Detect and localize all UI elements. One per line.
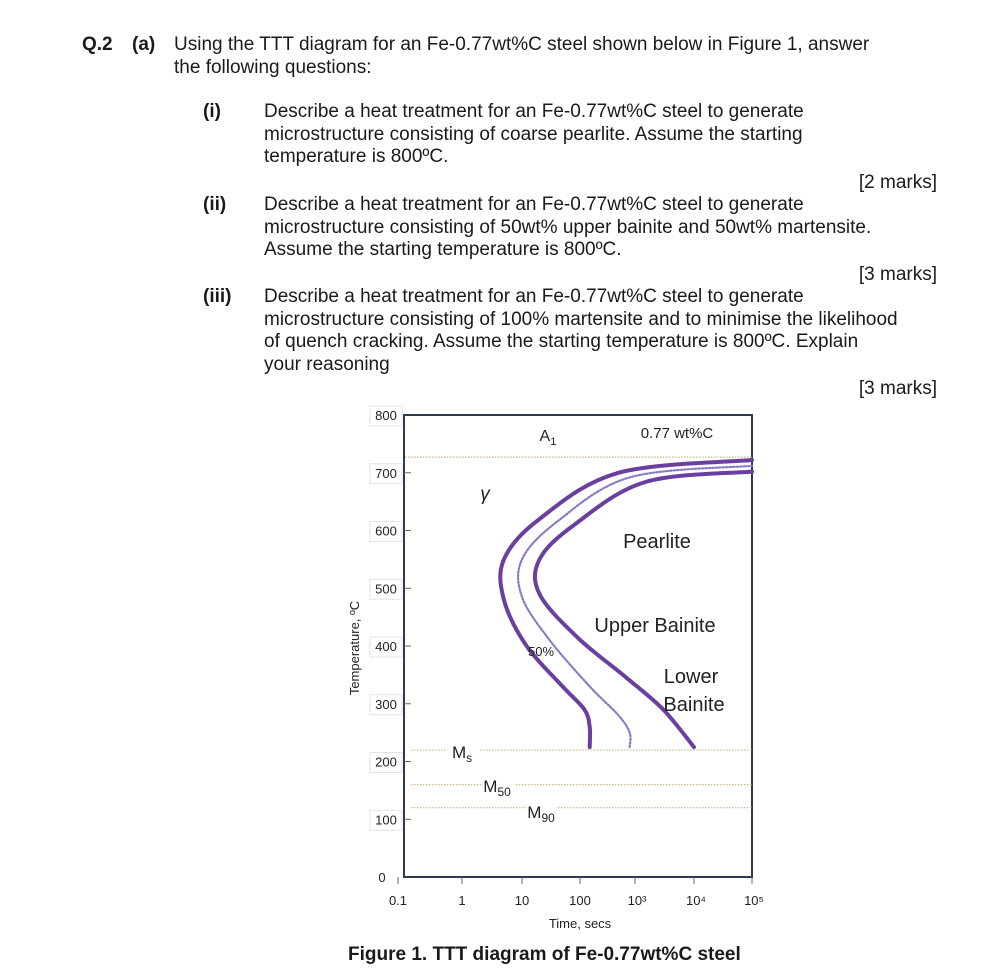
x-tick-label: 10³ xyxy=(627,893,647,908)
subquestion-line: of quench cracking. Assume the starting temperature is 800ºC. Explain xyxy=(264,331,859,352)
y-tick-label: 800 xyxy=(375,408,397,423)
marks-label: [3 marks] xyxy=(858,264,937,285)
subquestion-line: microstructure consisting of coarse pearlite. Assume the starting xyxy=(264,123,803,145)
region-bainite: Bainite xyxy=(663,694,725,716)
subquestion-line: microstructure consisting of 100% martensite and to minimise the likelihood xyxy=(264,308,898,330)
y-tick-label: 100 xyxy=(375,812,397,828)
y-tick-label: 500 xyxy=(375,581,397,597)
x-axis-label: Time, secs xyxy=(548,916,612,931)
subquestion-line: temperature is 800ºC. xyxy=(264,146,449,167)
y-tick-label: 400 xyxy=(375,639,397,654)
y-axis-label: Temperature, ºC xyxy=(347,600,362,696)
y-tick-label: 600 xyxy=(375,523,397,539)
region-lower: Lower xyxy=(663,666,719,688)
y-tick-label: 300 xyxy=(375,696,397,712)
region-pearlite: Pearlite xyxy=(623,531,691,553)
curve-marker-50-percent: 50% xyxy=(527,644,555,659)
question-part: (a) xyxy=(132,34,156,55)
x-tick-label: 10 xyxy=(514,893,530,908)
question-intro-line: the following questions: xyxy=(174,57,372,78)
subquestion-line: Describe a heat treatment for an Fe-0.77wt%C steel to generate xyxy=(264,101,804,122)
x-axis xyxy=(389,877,764,908)
marks-label: [2 marks] xyxy=(858,172,937,193)
subquestion-line: Describe a heat treatment for an Fe-0.77wt%C steel to generate xyxy=(264,194,804,215)
gamma-label: γ xyxy=(480,484,490,505)
x-tick-label: 0.1 xyxy=(388,893,408,908)
reference-label: $M_{50}$ xyxy=(483,777,511,799)
composition-label: 0.77 wt%C xyxy=(640,425,714,442)
reference-label: $A_1$ xyxy=(539,428,557,448)
subquestion-label: (i) xyxy=(203,101,221,122)
x-tick-label: 10⁴ xyxy=(685,893,707,908)
x-tick-label: 100 xyxy=(569,893,591,908)
x-tick-label: 10⁵ xyxy=(744,893,764,908)
question-intro-line: Using the TTT diagram for an Fe-0.77wt%C steel shown below in Figure 1, answer xyxy=(174,34,870,55)
reference-label: $M_s$ xyxy=(451,743,473,765)
y-tick-label: 200 xyxy=(375,754,397,770)
figure-caption: Figure 1. TTT diagram of Fe-0.77wt%C steel xyxy=(348,944,741,965)
subquestion-label: (ii) xyxy=(203,194,227,215)
subquestion-line: Describe a heat treatment for an Fe-0.77wt%C steel to generate xyxy=(264,286,804,307)
subquestion-line: microstructure consisting of 50wt% upper bainite and 50wt% martensite. xyxy=(264,216,872,238)
region-upper-bainite: Upper Bainite xyxy=(594,615,716,637)
x-tick-label: 1 xyxy=(458,893,466,908)
marks-label: [3 marks] xyxy=(858,378,937,399)
question-number: Q.2 xyxy=(82,34,113,55)
subquestion-label: (iii) xyxy=(203,286,232,307)
subquestion-line: your reasoning xyxy=(264,353,390,375)
y-tick-label: 0 xyxy=(378,870,386,885)
reference-label: $M_{90}$ xyxy=(527,803,555,825)
y-tick-label: 700 xyxy=(375,465,397,481)
subquestion-line: Assume the starting temperature is 800ºC. xyxy=(264,239,622,260)
